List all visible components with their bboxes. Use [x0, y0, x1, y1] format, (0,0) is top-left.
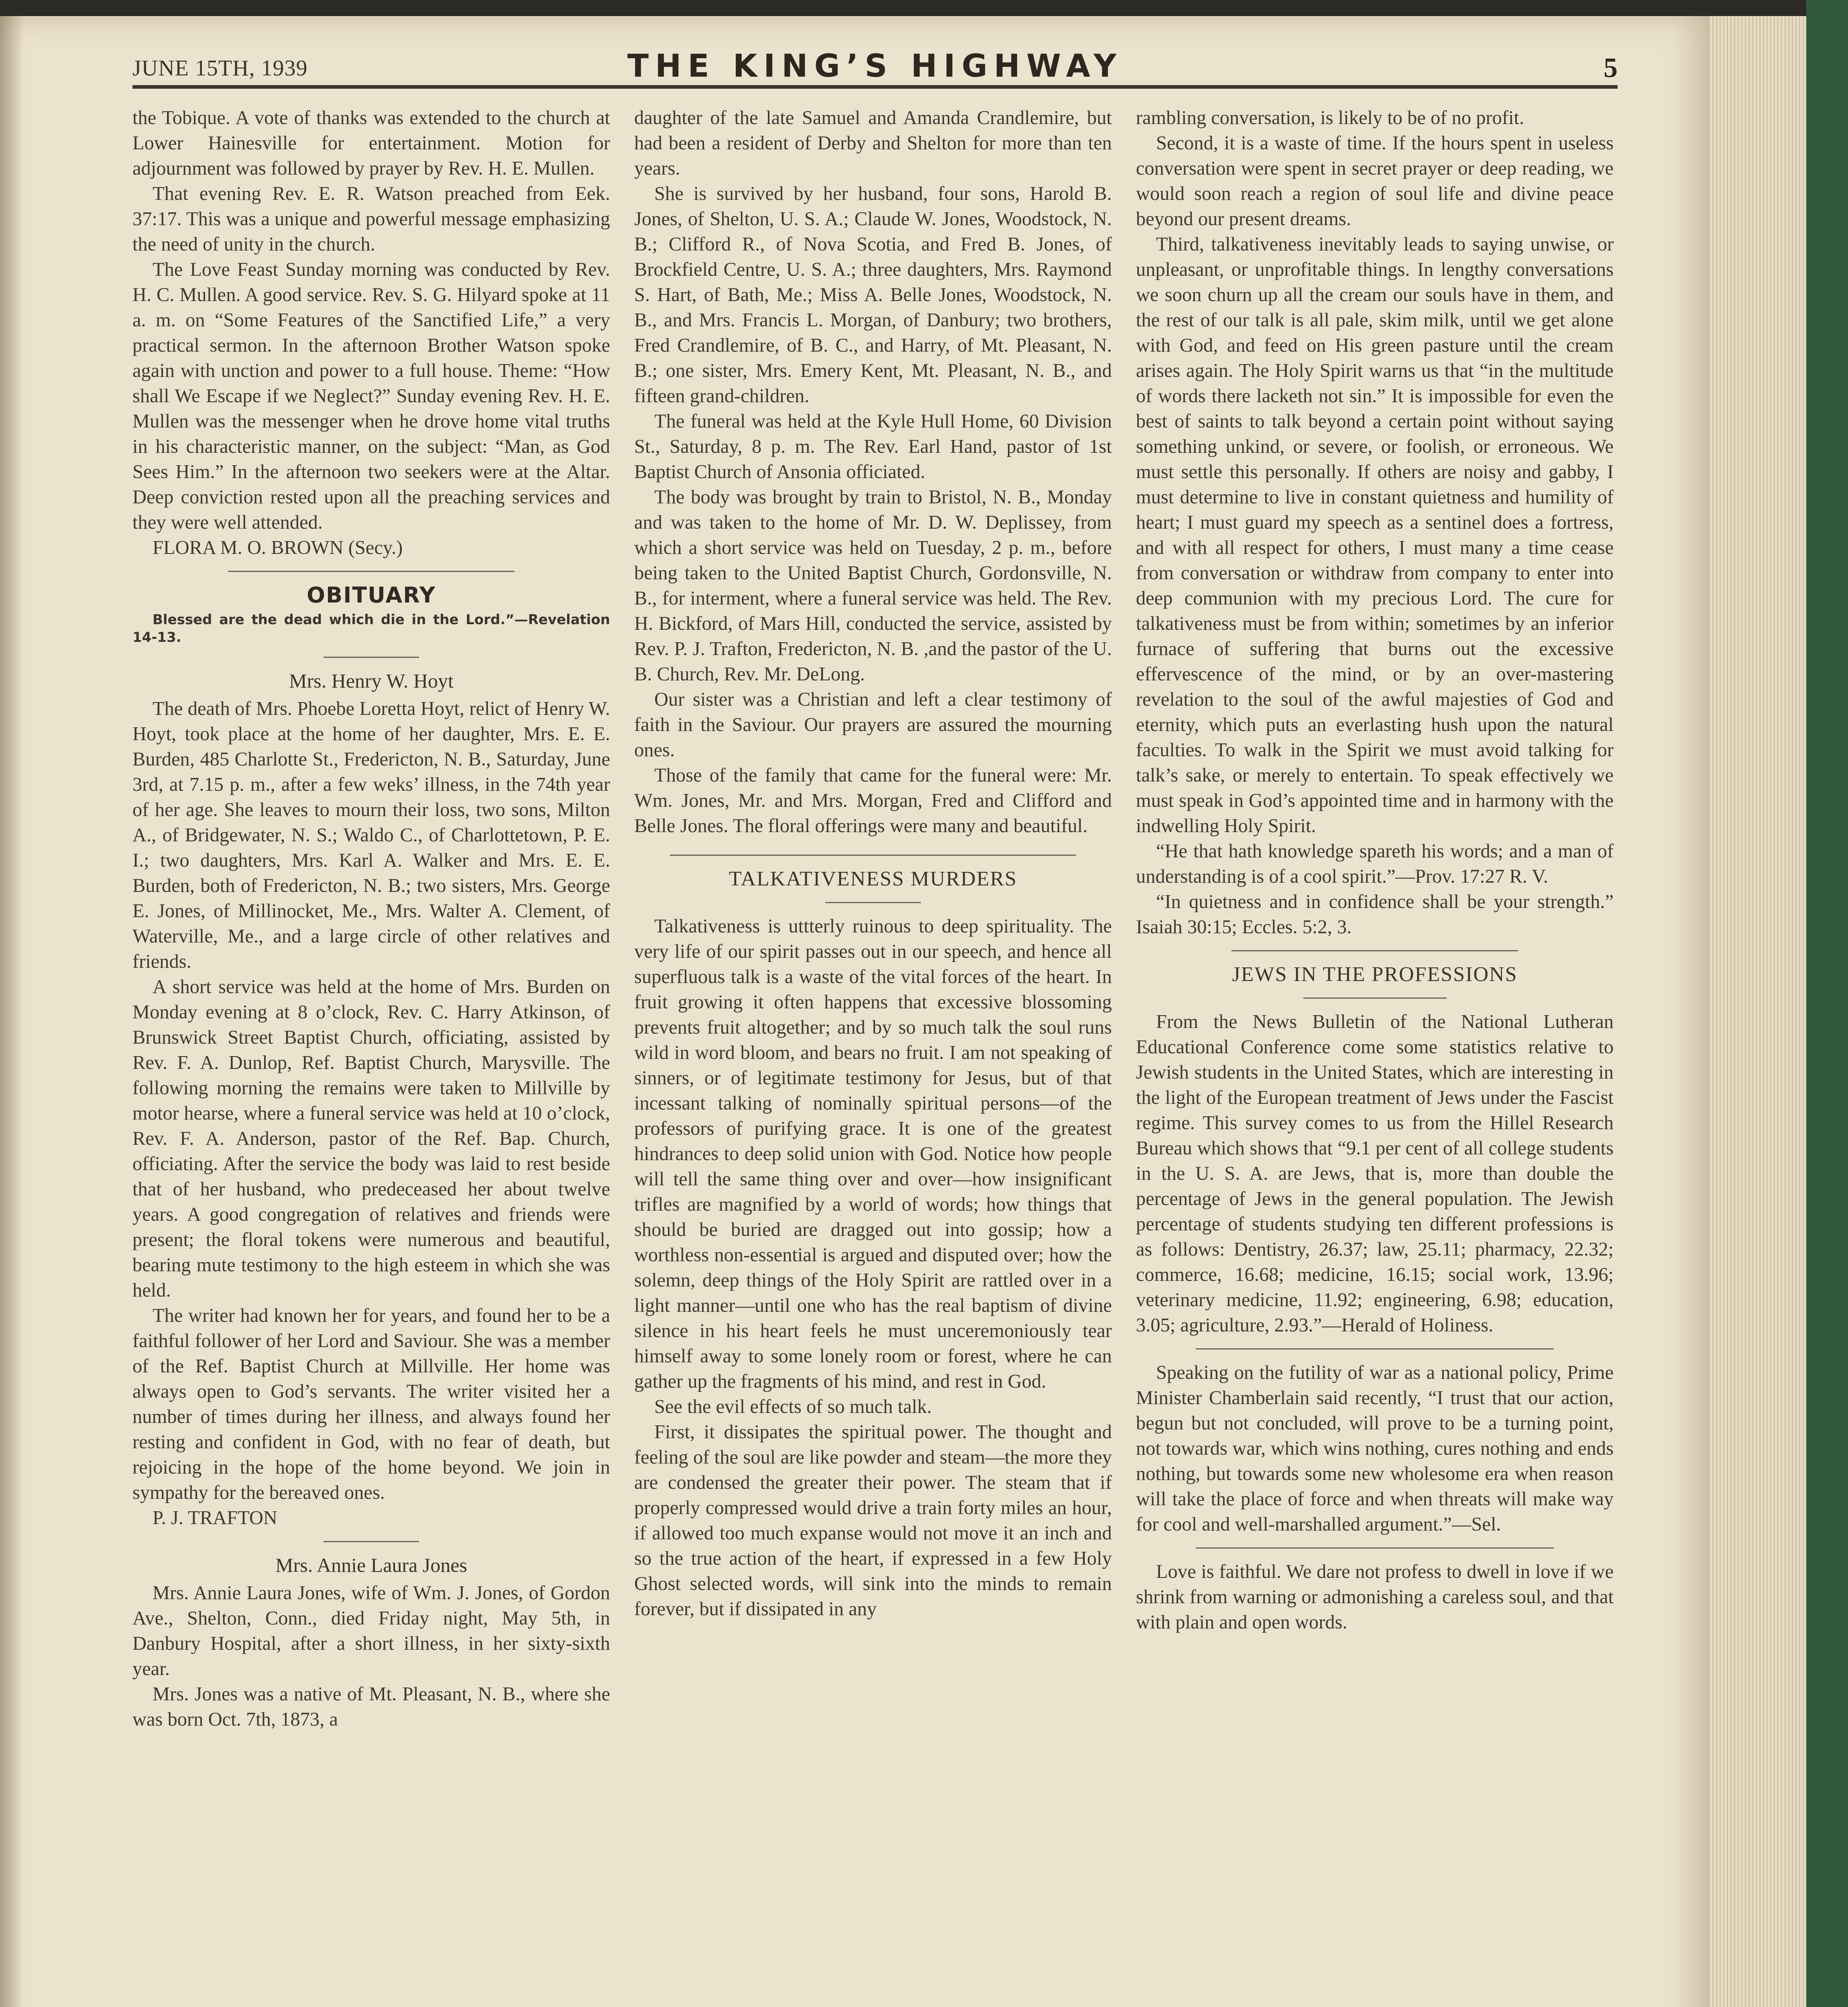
obituary-paragraph: She is survived by her husband, four sons, Harold B. Jones, of Shelton, U. S. A.; Claude W. Jones, Woodstock, N. B.; Clifford R., of Nova Scotia, and Fred B. Jones, of Brockfield Centre, U. S. A.; three daughters, Mrs. Raymond S. Hart, of Bath, Me.; Miss A. Belle Jones, Woodstock, N. B., and Mrs. Francis L. Morgan, of Danbury; two brothers, Fred Crandlemire, of B. C., and Harry, of Mt. Pleasant, N. B.; one sister, Mrs. Emery Kent, Mt. Pleasant, N. B., and fifteen grand-children. [634, 183, 1112, 407]
obituary-paragraph: daughter of the late Samuel and Amanda Crandlemire, but had been a resident of Derby and Shelton for more than ten years. [634, 107, 1112, 179]
page-number: 5 [1604, 53, 1618, 83]
section-divider [1303, 997, 1447, 999]
obituary-paragraph: A short service was held at the home of Mrs. Burden on Monday evening at 8 o’clock, Rev. C. Harry Atkinson, of Brunswick Street Baptist Church, officiating, assisted by Rev. F. A. Dunlop, Ref. Baptist Church, Marysville. The following morning the remains were taken to Millville by motor hearse, where a funeral service was held at 10 o’clock, Rev. F. A. Anderson, pastor of the Ref. Bap. Church, officiating. After the service the body was laid to rest beside that of her husband, who predeceased her about twelve years. A good congregation of relatives and friends were present; the floral tokens were numerous and beautiful, bearing mute testimony to the high esteem in which she was held. [132, 976, 610, 1301]
bound-page-edges [1710, 16, 1806, 2007]
publication-title: THE KING’S HIGHWAY [627, 48, 1123, 84]
section-divider [324, 657, 419, 658]
section-divider [1196, 1348, 1554, 1350]
obituary-name-heading: Mrs. Henry W. Hoyt [289, 670, 454, 692]
col1-paragraph: the Tobique. A vote of thanks was extended to the church at Lower Hainesville for entertainment. Motion for adjournment was followed by prayer by Rev. H. E. Mullen. [132, 107, 610, 179]
article-paragraph: From the News Bulletin of the National Lutheran Educational Conference come some statistics relative to Jewish students in the United States, which are interesting in the light of the European treatment of Jews under the Fascist regime. This survey comes to us from the Hillel Research Bureau which shows that “9.1 per cent of all college students in the U. S. A. are Jews, that is, more than double the percentage of Jews in the general population. The Jewish percentage of students studying ten different professions is as follows: Dentistry, 26.37; law, 25.11; pharmacy, 22.32; commerce, 16.68; medicine, 16.15; social work, 13.96; veterinary medicine, 11.92; engineering, 6.98; education, 3.05; agriculture, 2.93.”—Herald of Holiness. [1136, 1011, 1614, 1336]
article-paragraph: rambling conversation, is likely to be of no profit. [1136, 107, 1524, 128]
article-paragraph: First, it dissipates the spiritual power. The thought and feeling of the soul are like powder and steam—the more they are condensed the greater their power. The steam that if properly compressed would drive a train forty miles an hour, if allowed too much expanse would not move it an inch and so the true action of the heart, if expressed in a few Holy Ghost selected words, will sink into the minds to remain forever, but if dissipated in any [634, 1421, 1112, 1620]
obituary-heading: OBITUARY [307, 582, 436, 608]
section-divider [228, 571, 515, 572]
section-divider [825, 902, 921, 903]
article-paragraph: Love is faithful. We dare not profess to dwell in love if we shrink from warning or admonishing a careless soul, and that with plain and open words. [1136, 1561, 1614, 1633]
section-divider [324, 1541, 419, 1542]
section-divider [670, 855, 1076, 856]
page-gutter-shadow [0, 16, 24, 2007]
col1-paragraph: The Love Feast Sunday morning was conducted by Rev. H. C. Mullen. A good service. Rev. S. G. Hilyard spoke at 11 a. m. on “Some Features of the Sanctified Life,” a very practical sermon. In the afternoon Brother Watson spoke again with unction and power to a full house. Theme: “How shall We Escape if we Neglect?” Sunday evening Rev. H. E. Mullen was the messenger when he drove home vital truths in his characteristic manner, on the subject: “Man, as God Sees Him.” In the afternoon two seekers were at the Altar. Deep conviction rested upon all the preaching services and they were well attended. [132, 259, 610, 533]
header-rule [132, 85, 1618, 89]
scripture-quote: “He that hath knowledge spareth his words; and a man of understanding is of a cool spirit.”—Prov. 17:27 R. V. [1136, 841, 1614, 887]
col1-paragraph: That evening Rev. E. R. Watson preached from Eek. 37:17. This was a unique and powerful message emphasizing the need of unity in the church. [132, 183, 610, 255]
article-paragraph: Speaking on the futility of war as a national policy, Prime Minister Chamberlain said recently, “I trust that our action, begun but not concluded, will prove to be a turning point, not towards war, which wins nothing, cures nothing and ends nothing, but towards some new wholesome era when reason will take the place of force and when threats will make way for cool and well-marshalled argument.”—Sel. [1136, 1362, 1614, 1535]
secretary-signature: FLORA M. O. BROWN (Secy.) [153, 537, 403, 558]
section-divider [1196, 1547, 1554, 1549]
obituary-paragraph: Our sister was a Christian and left a clear testimony of faith in the Saviour. Our prayers are assured the mourning ones. [634, 689, 1112, 761]
article-heading: TALKATIVENESS MURDERS [729, 867, 1018, 890]
column-2 [634, 105, 1112, 1622]
obituary-paragraph: The death of Mrs. Phoebe Loretta Hoyt, relict of Henry W. Hoyt, took place at the home of her daughter, Mrs. E. E. Burden, 485 Charlotte St., Fredericton, N. B., Saturday, June 3rd, at 7.15 p. m., after a few weks’ illness, in the 74th year of her age. She leaves to mourn their loss, two sons, Milton A., of Bridgewater, N. S.; Waldo C., of Charlottetown, P. E. I.; two daughters, Mrs. Karl A. Walker and Mrs. E. E. Burden, both of Fredericton, N. B.; two sisters, Mrs. George E. Jones, of Millinocket, Me., Mrs. Walter A. Clement, of Waterville, Me., and a large circle of other relatives and friends. [132, 698, 610, 972]
book-binding [1806, 0, 1848, 2007]
issue-date: JUNE 15TH, 1939 [132, 56, 308, 81]
article-heading: JEWS IN THE PROFESSIONS [1232, 963, 1518, 986]
obituary-verse: Blessed are the dead which die in the Lord.”—Revelation 14-13. [132, 612, 610, 645]
article-paragraph: Second, it is a waste of time. If the hours spent in useless conversation were spent in secret prayer or deep reading, we would soon reach a region of soul life and divine peace beyond our present dreams. [1136, 132, 1614, 230]
obituary-name-heading: Mrs. Annie Laura Jones [275, 1554, 467, 1576]
article-paragraph: See the evil effects of so much talk. [654, 1396, 932, 1417]
obituary-paragraph: Those of the family that came for the funeral were: Mr. Wm. Jones, Mr. and Mrs. Morgan, Fred and Clifford and Belle Jones. The floral offerings were many and beautiful. [634, 765, 1112, 837]
obituary-paragraph: Mrs. Annie Laura Jones, wife of Wm. J. Jones, of Gordon Ave., Shelton, Conn., died Friday night, May 5th, in Danbury Hospital, after a short illness, in her sixty-sixth year. [132, 1582, 610, 1679]
obituary-signature: P. J. TRAFTON [153, 1507, 277, 1529]
obituary-paragraph: The writer had known her for years, and found her to be a faithful follower of her Lord and Saviour. She was a member of the Ref. Baptist Church at Millville. Her home was always open to God’s servants. The writer visited her a number of times during her illness, and always found her resting and confident in God, with no fear of death, but rejoicing in the hope of the home beyond. We join in sympathy for the bereaved ones. [132, 1305, 610, 1503]
obituary-paragraph: Mrs. Jones was a native of Mt. Pleasant, N. B., where she was born Oct. 7th, 1873, a [132, 1683, 610, 1730]
section-divider [1231, 950, 1518, 951]
scripture-quote: “In quietness and in confidence shall be your strength.” Isaiah 30:15; Eccles. 5:2, 3. [1136, 891, 1614, 938]
article-paragraph: Talkativeness is uttterly ruinous to deep spirituality. The very life of our spirit passes out in our speech, and hence all superfluous talk is a waste of the vital forces of the heart. In fruit growing it often happens that excessive blossoming prevents fruit altogether; and by so much talk the soul runs wild in word bloom, and bears no fruit. I am not speaking of sinners, or of legitimate testimony for Jesus, but of that incessant talking of nominally spiritual persons—of the professors of purifying grace. It is one of the greatest hindrances to deep solid union with God. Notice how people will tell the same thing over and over—how insignificant trifles are magnified by a world of words; how things that should be buried are dragged out into gossip; how a worthless non-essential is argued and disputed over; how the solemn, deep things of the Holy Spirit are rattled over in a light manner—until one who has the real baptism of divine silence in his heart feels he must unceremoniously tear himself away to some lonely room or forest, where he can gather up the fragments of his mind, and rest in God. [634, 916, 1112, 1392]
obituary-paragraph: The body was brought by train to Bristol, N. B., Monday and was taken to the home of Mr. D. W. Deplissey, from which a short service was held on Tuesday, 2 p. m., before being taken to the United Baptist Church, Gordonsville, N. B., for interment, where a funeral service was held. The Rev. H. Bickford, of Mars Hill, conducted the service, assisted by Rev. P. J. Trafton, Fredericton, N. B. ,and the pastor of the U. B. Church, Rev. Mr. DeLong. [634, 486, 1112, 685]
obituary-paragraph: The funeral was held at the Kyle Hull Home, 60 Division St., Saturday, 8 p. m. The Rev. Earl Hand, pastor of 1st Baptist Church of Ansonia officiated. [634, 411, 1112, 482]
column-1 [132, 105, 610, 1732]
column-3 [1136, 105, 1614, 1635]
article-paragraph: Third, talkativeness inevitably leads to saying unwise, or unpleasant, or unprofitable things. In lengthy conversations we soon churn up all the cream our souls have in them, and the rest of our talk is all pale, skim milk, until we get alone with God, and feed on His green pasture until the cream arises again. The Holy Spirit warns us that “in the multitude of words there lacketh not sin.” It is impossible for even the best of saints to talk beyond a certain point without saying something unkind, or severe, or foolish, or erroneous. We must settle this personally. If others are noisy and gabby, I must determine to live in constant quietness and humility of heart; I must guard my speech as a sentinel does a fortress, and with all respect for others, I must many a time cease from conversation or withdraw from company to enter into deep communion with my precious Lord. The cure for talkativeness must be from within; sometimes by an inferior furnace of suffering that burns out the excessive effervescence of the mind, or by an over-mastering revelation to the soul of the awful majesties of God and eternity, which puts an everlasting hush upon the natural faculties. To walk in the Spirit we must avoid talking for talk’s sake, or merely to entertain. To speak effectively we must speak in God’s appointed time and in harmony with the indwelling Holy Spirit. [1136, 234, 1614, 837]
